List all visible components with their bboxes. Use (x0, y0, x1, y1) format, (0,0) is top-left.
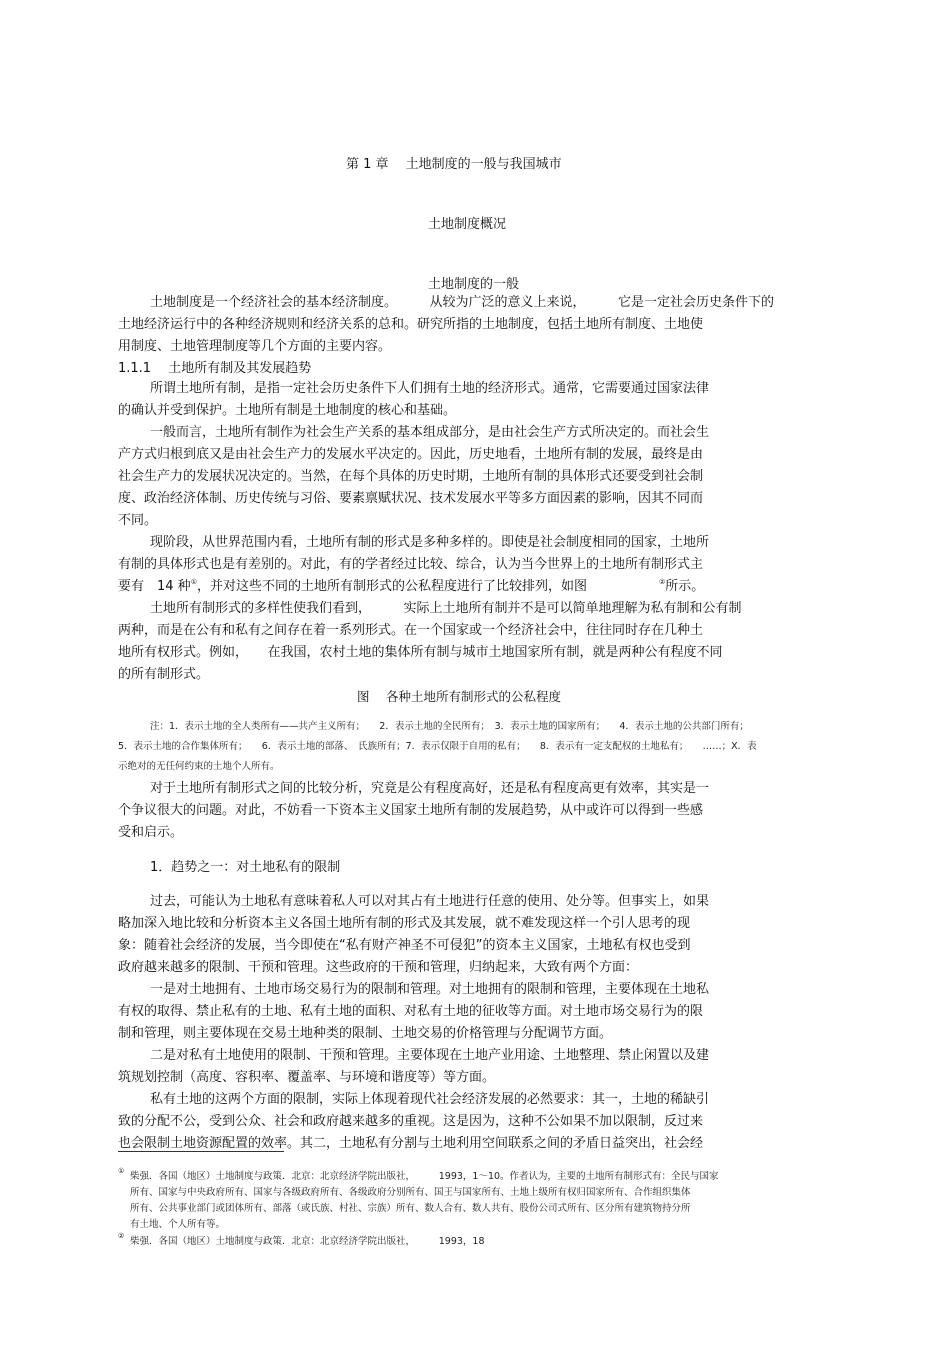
paragraph-line: 社会生产力的发展状况决定的。当然，在每个具体的历史时期，土地所有制的具体形式还要受到社会制 (118, 469, 704, 484)
paragraph-line: 一般而言，土地所有制作为社会生产关系的基本组成部分，是由社会生产方式所决定的。而社会生 (150, 425, 710, 440)
paragraph-line: 土地所有制形式的多样性使我们看到， 实际上土地所有制并不是可以简单地理解为私有制和公有制 (150, 601, 742, 616)
paragraph-line (118, 575, 704, 594)
footnote-line: 柴强．各国（地区）土地制度与政策．北京：北京经济学院出版社， 1993，18 (130, 1236, 485, 1247)
paragraph-line: 对于土地所有制形式之间的比较分析，究竟是公有程度高好，还是私有程度高更有效率，其实是一 (150, 781, 710, 796)
paragraph-line: 二是对私有土地使用的限制、干预和管理。主要体现在土地产业用途、土地整理、禁止闲置以及建 (150, 1048, 710, 1063)
paragraph-line: 筑规划控制（高度、容积率、覆盖率、与环境和谐度等）等方面。 (118, 1070, 496, 1085)
figure-note-line: 注：1．表示土地的全人类所有——共产主义所有； 2．表示土地的全民所有； 3．表示土地的国家所有； 4．表示土地的公共部门所有； (150, 721, 749, 732)
heading-trend-1: 1．趋势之一：对土地私有的限制 (150, 860, 341, 875)
paragraph-line: 土地经济运行中的各种经济规则和经济关系的总和。研究所指的土地制度，包括土地所有制度、土地使 (118, 317, 704, 332)
section-title: 土地制度概况 (428, 217, 507, 232)
paragraph-line: 也会限制土地资源配置的效率。其二，土地私有分割与土地利用空间联系之间的矛盾日益突出，社会经 (118, 1136, 704, 1151)
paragraph-line: 两种，而是在公有和私有之间存在着一系列形式。在一个国家或一个经济社会中，往往同时存在几种土 (118, 623, 704, 638)
footnote-line: 有土地、个人所有等。 (130, 1219, 226, 1230)
paragraph-line: 用制度、土地管理制度等几个方面的主要内容。 (118, 339, 392, 354)
paragraph-line: 政府越来越多的限制、干预和管理。这些政府的干预和管理，归纳起来，大致有两个方面： (118, 960, 639, 975)
paragraph-line: 所谓土地所有制，是指一定社会历史条件下人们拥有土地的经济形式。通常，它需要通过国家法律 (150, 381, 710, 396)
paragraph-line: 的确认并受到保护。土地所有制是土地制度的核心和基础。 (118, 403, 457, 418)
paragraph-line: 现阶段，从世界范围内看，土地所有制的形式是多种多样的。即使是社会制度相同的国家，土地所 (150, 535, 710, 550)
footnote-line: 所有、公共事业部门或团体所有、部落（或氏族、村社、宗族）所有、数人合有、数人共有、股份公司式所有、区分所有建筑物持分所 (130, 1203, 691, 1214)
footnote-ref-2[interactable]: ② (658, 578, 666, 586)
footnote-ref-1[interactable]: ① (190, 578, 197, 586)
figure-note-line: 示绝对的无任何约束的土地个人所有。 (118, 761, 280, 772)
paragraph-line: 致的分配不公，受到公众、社会和政府越来越多的重视。这是因为，这种不公如果不加以限制，反过来 (118, 1114, 704, 1129)
paragraph-line: 产方式归根到底又是由社会生产力的发展水平决定的。因此，历史地看，土地所有制的发展，最终是由 (118, 447, 704, 462)
chapter-title: 第 1 章 土地制度的一般与我国城市 (346, 157, 562, 172)
heading-1-1-1: 1.1.1 土地所有制及其发展趋势 (118, 361, 312, 376)
paragraph-line: 受和启示。 (118, 825, 184, 840)
figure-note-line: 5．表示土地的合作集体所有； 6．表示土地的部落、 氏族所有；7．表示仅限于自用的私有； 8．表示有一定支配权的土地私有； ……；X．表 (118, 741, 757, 752)
paragraph-line: 过去，可能认为土地私有意味着私人可以对其占有土地进行任意的使用、处分等。但事实上，如果 (150, 894, 710, 909)
paragraph-line: 有制的具体形式也是有差别的。对此，有的学者经过比较、综合，认为当今世界上的土地所有制形式主 (118, 557, 704, 572)
paragraph-line: 一是对土地拥有、土地市场交易行为的限制和管理。对土地拥有的限制和管理，主要体现在土地私 (150, 982, 710, 997)
paragraph-line: 制和管理，则主要体现在交易土地种类的限制、土地交易的价格管理与分配调节方面。 (118, 1026, 613, 1041)
paragraph-line: 私有土地的这两个方面的限制，实际上体现着现代社会经济发展的必然要求：其一，土地的稀缺引 (150, 1092, 710, 1107)
footnote-mark-2: ② (118, 1232, 125, 1240)
paragraph-line: 土地制度是一个经济社会的基本经济制度。 从较为广泛的意义上来说， 它是一定社会历史条件下的 (150, 295, 775, 310)
paragraph-text: 所示。 (665, 579, 705, 594)
footnote-separator (118, 1151, 284, 1152)
footnote-line: 所有、国家与中央政府所有、国家与各级政府所有、各级政府分别所有、国王与国家所有、土地上级所有权归国家所有、合作组织集体 (130, 1187, 691, 1198)
subsection-title: 土地制度的一般 (428, 277, 520, 292)
paragraph-line: 度、政治经济体制、历史传统与习俗、要素禀赋状况、技术发展水平等多方面因素的影响，因其不同而 (118, 491, 704, 506)
footnote-line: 柴强．各国（地区）土地制度与政策．北京：北京经济学院出版社， 1993，1～10。作者认为，主要的土地所有制形式有：全民与国家 (130, 1171, 719, 1182)
paragraph-line: 地所有权形式。例如， 在我国，农村土地的集体所有制与城市土地国家所有制，就是两种公有程度不同 (118, 645, 723, 660)
paragraph-line: 象：随着社会经济的发展，当今即使在“私有财产神圣不可侵犯”的资本主义国家，土地私有权也受到 (118, 938, 691, 953)
paragraph-text: 要有 14 种 (118, 579, 191, 594)
paragraph-line: 个争议很大的问题。对此，不妨看一下资本主义国家土地所有制的发展趋势，从中或许可以得到一些感 (118, 803, 704, 818)
figure-caption: 图 各种土地所有制形式的公私程度 (357, 689, 561, 704)
paragraph-line: 有权的取得、禁止私有的土地、私有土地的面积、对私有土地的征收等方面。对土地市场交易行为的限 (118, 1004, 704, 1019)
paragraph-line: 略加深入地比较和分析资本主义各国土地所有制的形式及其发展，就不难发现这样一个引人思考的现 (118, 916, 691, 931)
paragraph-line: 的所有制形式。 (118, 667, 210, 682)
footnote-mark-1: ① (118, 1167, 125, 1175)
paragraph-text: ，并对这些不同的土地所有制形式的公私程度进行了比较排列，如图 (196, 579, 587, 594)
paragraph-line: 不同。 (118, 513, 158, 528)
